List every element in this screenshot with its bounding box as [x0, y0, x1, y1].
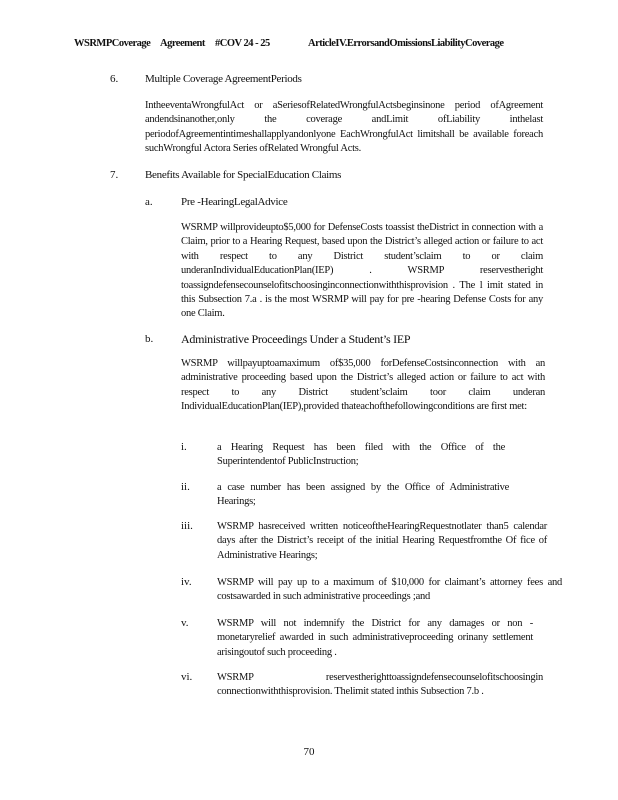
- section-6-number: 6.: [110, 73, 119, 85]
- condition-text: WSRMP reservestherighttoassigndefensecounselofitschoosingin connectionwiththisprovision. Thelimit stated inthis Subsection 7.b .: [217, 672, 543, 698]
- condition-numeral: iii.: [181, 520, 193, 532]
- condition-numeral: i.: [181, 441, 187, 453]
- header-agreement: Agreement: [160, 38, 205, 49]
- section-7-title: Benefits Available for SpecialEducation Claims: [145, 169, 342, 181]
- page-number: 70: [303, 746, 315, 758]
- section-6-title: Multiple Coverage AgreementPeriods: [145, 73, 302, 85]
- condition-text: a Hearing Request has been filed with the Office of the Superintendentof PublicInstruction;: [217, 442, 505, 468]
- condition-text: WSRMP will not indemnify the District for any damages or non - monetaryrelief awarded in such administrativeproceeding orinany settlement arisingoutof such proceeding .: [217, 618, 533, 658]
- subsection-a-title: Pre -HearingLegalAdvice: [181, 196, 288, 208]
- condition-text: WSRMP will pay up to a maximum of $10,000 for claimant’s attorney fees and costsawarded in such administrative proceedings ;and: [217, 577, 562, 603]
- header-doc-title: WSRMPCoverage: [74, 38, 151, 49]
- condition-numeral: ii.: [181, 481, 190, 493]
- subsection-b-title: Administrative Proceedings Under a Student’s IEP: [181, 332, 411, 346]
- subsection-b-letter: b.: [145, 333, 154, 345]
- condition-text: WSRMP hasreceived written noticeoftheHearingRequestnotlater than5 calendar days after the District’s receipt of the initial Hearing Requestfromthe Of fice of Administrative Hearings;: [217, 521, 547, 561]
- condition-numeral: vi.: [181, 671, 193, 683]
- subsection-b-body: WSRMP willpayuptoamaximum of$35,000 forDefenseCostsinconnection with an administrative proceeding based upon the District’s alleged action or failure to act with respect to any District student’sclaim toor claim underan IndividualEducationPlan(IEP),provided thateachofthefollowingconditions are first met:: [181, 358, 545, 413]
- header-doc-number: #COV 24 - 25: [215, 38, 270, 49]
- section-7-number: 7.: [110, 169, 119, 181]
- condition-numeral: v.: [181, 617, 189, 629]
- subsection-a-body: WSRMP willprovideupto$5,000 for DefenseCosts toassist theDistrict in connection with a Claim, prior to a Hearing Request, based upon the District’s alleged action or failure to act with respect to any District student’sclaim to or claim underanIndividualEducationPlan(IEP) . WSRMP reservestheright toassigndefensecounselofitschoosinginconnectionwiththisprovision . The l imit stated in this Subsection 7.a . is the most WSRMP will pay for pre -hearing Defense Costs for any one Claim.: [181, 222, 543, 320]
- section-6-body: IntheeventaWrongfulAct or aSeriesofRelatedWrongfulActsbeginsinone period ofAgreement andendsinanother,only the coverage andLimit ofLiability inthelast periodofAgreementintimeshallapplyandonlyone EachWrongfulAct limitshall be available foreach suchWrongful Actora Series ofRelated Wrongful Acts.: [145, 100, 543, 155]
- condition-text: a case number has been assigned by the Office of Administrative Hearings;: [217, 482, 509, 508]
- subsection-a-letter: a.: [145, 196, 153, 208]
- header-article-title: ArticleIV.ErrorsandOmissionsLiabilityCoverage: [308, 38, 504, 49]
- condition-numeral: iv.: [181, 576, 192, 588]
